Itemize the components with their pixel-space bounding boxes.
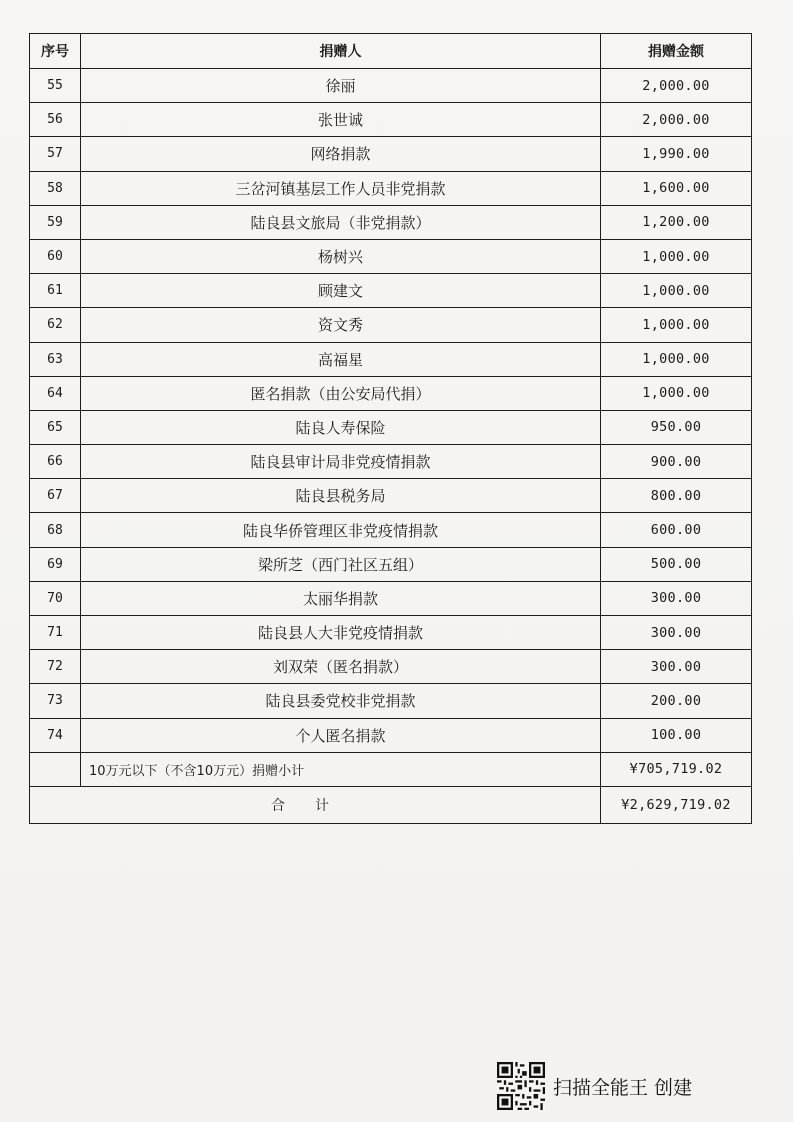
donor-name-cell: 个人匿名捐款 — [81, 718, 601, 752]
serial-number-cell: 72 — [30, 650, 81, 684]
donor-name-cell: 刘双荣（匿名捐款） — [81, 650, 601, 684]
subtotal-empty-cell — [30, 752, 81, 786]
amount-cell: 1,000.00 — [601, 308, 752, 342]
amount-cell: 1,000.00 — [601, 342, 752, 376]
donor-name-cell: 杨树兴 — [81, 239, 601, 273]
donor-name-cell: 太丽华捐款 — [81, 581, 601, 615]
serial-number-cell: 71 — [30, 616, 81, 650]
table-row — [30, 103, 752, 137]
table-row — [30, 274, 752, 308]
donor-name-cell: 陆良县审计局非党疫情捐款 — [81, 445, 601, 479]
amount-cell: 1,990.00 — [601, 137, 752, 171]
donor-name-cell: 资文秀 — [81, 308, 601, 342]
serial-number-cell: 63 — [30, 342, 81, 376]
total-row — [30, 786, 752, 823]
amount-cell: 200.00 — [601, 684, 752, 718]
amount-cell: 1,200.00 — [601, 205, 752, 239]
amount-cell: 600.00 — [601, 513, 752, 547]
table-row — [30, 616, 752, 650]
qr-code-icon — [497, 1062, 545, 1110]
serial-number-cell: 65 — [30, 410, 81, 444]
watermark-text: 扫描全能王 创建 — [553, 1076, 693, 1099]
header-amount: 捐赠金额 — [601, 34, 752, 69]
donor-name-cell: 顾建文 — [81, 274, 601, 308]
table-row — [30, 684, 752, 718]
donor-name-cell: 陆良县人大非党疫情捐款 — [81, 616, 601, 650]
serial-number-cell: 70 — [30, 581, 81, 615]
amount-cell: 1,600.00 — [601, 171, 752, 205]
serial-number-cell: 55 — [30, 69, 81, 103]
table-row — [30, 581, 752, 615]
header-donor: 捐赠人 — [81, 34, 601, 69]
table-row — [30, 342, 752, 376]
serial-number-cell: 69 — [30, 547, 81, 581]
amount-cell: 950.00 — [601, 410, 752, 444]
subtotal-label: 10万元以下（不含10万元）捐赠小计 — [81, 752, 601, 786]
donation-table — [29, 33, 752, 824]
amount-cell: 2,000.00 — [601, 103, 752, 137]
serial-number-cell: 73 — [30, 684, 81, 718]
table-row — [30, 479, 752, 513]
table-row — [30, 239, 752, 273]
table-row — [30, 137, 752, 171]
donor-name-cell: 张世诚 — [81, 103, 601, 137]
serial-number-cell: 67 — [30, 479, 81, 513]
table-row — [30, 376, 752, 410]
serial-number-cell: 60 — [30, 239, 81, 273]
donor-name-cell: 高福星 — [81, 342, 601, 376]
serial-number-cell: 62 — [30, 308, 81, 342]
serial-number-cell: 66 — [30, 445, 81, 479]
donor-name-cell: 陆良人寿保险 — [81, 410, 601, 444]
serial-number-cell: 57 — [30, 137, 81, 171]
table-row — [30, 650, 752, 684]
scanner-watermark — [497, 1062, 692, 1110]
donor-name-cell: 陆良华侨管理区非党疫情捐款 — [81, 513, 601, 547]
table-row — [30, 445, 752, 479]
serial-number-cell: 59 — [30, 205, 81, 239]
table-row — [30, 718, 752, 752]
table-row — [30, 69, 752, 103]
donor-name-cell: 梁所芝（西门社区五组） — [81, 547, 601, 581]
amount-cell: 500.00 — [601, 547, 752, 581]
total-amount: ¥2,629,719.02 — [601, 786, 752, 823]
table-row — [30, 513, 752, 547]
amount-cell: 1,000.00 — [601, 239, 752, 273]
serial-number-cell: 61 — [30, 274, 81, 308]
donor-name-cell: 陆良县文旅局（非党捐款） — [81, 205, 601, 239]
amount-cell: 300.00 — [601, 650, 752, 684]
table-row — [30, 205, 752, 239]
amount-cell: 1,000.00 — [601, 274, 752, 308]
amount-cell: 100.00 — [601, 718, 752, 752]
table-header-row — [30, 34, 752, 69]
table-row — [30, 308, 752, 342]
header-serial-number: 序号 — [30, 34, 81, 69]
amount-cell: 1,000.00 — [601, 376, 752, 410]
donor-name-cell: 匿名捐款（由公安局代捐） — [81, 376, 601, 410]
table-row — [30, 171, 752, 205]
donor-name-cell: 陆良县税务局 — [81, 479, 601, 513]
donor-name-cell: 徐丽 — [81, 69, 601, 103]
serial-number-cell: 58 — [30, 171, 81, 205]
amount-cell: 900.00 — [601, 445, 752, 479]
serial-number-cell: 64 — [30, 376, 81, 410]
amount-cell: 800.00 — [601, 479, 752, 513]
amount-cell: 300.00 — [601, 616, 752, 650]
donor-name-cell: 网络捐款 — [81, 137, 601, 171]
serial-number-cell: 68 — [30, 513, 81, 547]
amount-cell: 2,000.00 — [601, 69, 752, 103]
amount-cell: 300.00 — [601, 581, 752, 615]
donor-name-cell: 三岔河镇基层工作人员非党捐款 — [81, 171, 601, 205]
subtotal-row — [30, 752, 752, 786]
donor-name-cell: 陆良县委党校非党捐款 — [81, 684, 601, 718]
table-row — [30, 410, 752, 444]
table-row — [30, 547, 752, 581]
total-label: 合计 — [30, 786, 601, 823]
subtotal-amount: ¥705,719.02 — [601, 752, 752, 786]
serial-number-cell: 56 — [30, 103, 81, 137]
serial-number-cell: 74 — [30, 718, 81, 752]
